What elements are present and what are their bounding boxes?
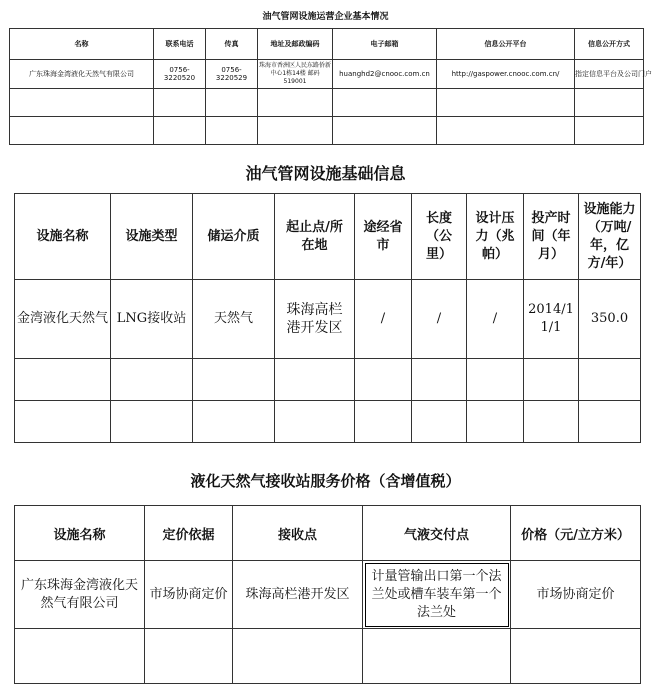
table-row xyxy=(15,359,641,401)
header-email: 电子邮箱 xyxy=(333,29,437,60)
cell-date: 2014/11/1 xyxy=(524,280,579,359)
empty-cell xyxy=(111,359,193,401)
empty-cell xyxy=(15,359,111,401)
cell-platform: http://gaspower.cnooc.com.cn/ xyxy=(437,60,575,89)
header-platform: 信息公开平台 xyxy=(437,29,575,60)
header-delivery-point: 气液交付点 xyxy=(363,506,511,561)
empty-cell xyxy=(333,117,437,145)
cell-fax: 0756-3220529 xyxy=(206,60,258,89)
cell-medium: 天然气 xyxy=(193,280,275,359)
header-facility-type: 设施类型 xyxy=(111,194,193,280)
cell-phone: 0756-3220520 xyxy=(154,60,206,89)
header-phone: 联系电话 xyxy=(154,29,206,60)
header-address: 地址及邮政编码 xyxy=(258,29,333,60)
empty-cell xyxy=(363,629,511,684)
header-length: 长度（公里） xyxy=(412,194,467,280)
empty-cell xyxy=(575,89,644,117)
header-facility-name: 设施名称 xyxy=(15,194,111,280)
section1-title: 油气管网设施运营企业基本情况 xyxy=(262,12,389,22)
cell-company-name: 广东珠海金湾液化天然气有限公司 xyxy=(10,60,154,89)
empty-cell xyxy=(579,359,641,401)
cell-pricing-basis: 市场协商定价 xyxy=(145,561,233,629)
facility-info-table xyxy=(14,193,641,443)
empty-cell xyxy=(154,117,206,145)
empty-cell xyxy=(275,401,355,443)
cell-location: 珠海高栏港开发区 xyxy=(275,280,355,359)
cell-capacity: 350.0 xyxy=(579,280,641,359)
empty-cell xyxy=(145,629,233,684)
empty-cell xyxy=(233,629,363,684)
empty-cell xyxy=(437,89,575,117)
empty-cell xyxy=(10,117,154,145)
table-row xyxy=(15,629,641,684)
empty-cell xyxy=(437,117,575,145)
section2-title: 油气管网设施基础信息 xyxy=(245,164,406,183)
header-name: 名称 xyxy=(10,29,154,60)
header-date: 投产时间（年月） xyxy=(524,194,579,280)
table-row xyxy=(10,60,644,89)
table-header-row xyxy=(15,506,641,561)
empty-cell xyxy=(579,401,641,443)
empty-cell xyxy=(193,359,275,401)
empty-cell xyxy=(275,359,355,401)
cell-address: 珠海市香洲区人民东路侨新中心1栋14楼 邮码 519001 xyxy=(258,60,333,89)
empty-cell xyxy=(524,359,579,401)
empty-cell xyxy=(412,359,467,401)
header-medium: 储运介质 xyxy=(193,194,275,280)
cell-pressure: / xyxy=(467,280,524,359)
empty-cell xyxy=(355,359,412,401)
empty-cell xyxy=(524,401,579,443)
empty-cell xyxy=(15,629,145,684)
cell-email: huanghd2@cnooc.com.cn xyxy=(333,60,437,89)
empty-cell xyxy=(15,401,111,443)
cell-facility-type: LNG接收站 xyxy=(111,280,193,359)
empty-cell xyxy=(355,401,412,443)
empty-cell xyxy=(412,401,467,443)
empty-cell xyxy=(467,359,524,401)
cell-price: 市场协商定价 xyxy=(511,561,641,629)
cell-method: 指定信息平台及公司门户 xyxy=(575,60,644,89)
company-info-table xyxy=(9,28,652,145)
table-header-row xyxy=(10,29,644,60)
cell-provinces: / xyxy=(355,280,412,359)
header-method: 信息公开方式 xyxy=(575,29,644,60)
empty-cell xyxy=(575,117,644,145)
table-row xyxy=(10,117,644,145)
empty-cell xyxy=(10,89,154,117)
table-row xyxy=(10,89,644,117)
header-receipt-point: 接收点 xyxy=(233,506,363,561)
table-row xyxy=(15,401,641,443)
empty-cell xyxy=(206,117,258,145)
service-price-table xyxy=(14,505,641,684)
header-facility-name: 设施名称 xyxy=(15,506,145,561)
section3-title: 液化天然气接收站服务价格（含增值税） xyxy=(190,472,461,490)
header-provinces: 途经省市 xyxy=(355,194,412,280)
empty-cell xyxy=(333,89,437,117)
header-fax: 传真 xyxy=(206,29,258,60)
table-row xyxy=(15,561,641,629)
cell-delivery-point: 计量管输出口第一个法兰处或槽车装车第一个法兰处 xyxy=(363,561,511,629)
header-location: 起止点/所在地 xyxy=(275,194,355,280)
cell-facility-name: 金湾液化天然气 xyxy=(15,280,111,359)
header-pressure: 设计压力（兆帕） xyxy=(467,194,524,280)
empty-cell xyxy=(511,629,641,684)
empty-cell xyxy=(258,117,333,145)
cell-length: / xyxy=(412,280,467,359)
header-capacity: 设施能力（万吨/年，亿方/年） xyxy=(579,194,641,280)
empty-cell xyxy=(154,89,206,117)
empty-cell xyxy=(193,401,275,443)
empty-cell xyxy=(467,401,524,443)
cell-facility-name: 广东珠海金湾液化天然气有限公司 xyxy=(15,561,145,629)
header-pricing-basis: 定价依据 xyxy=(145,506,233,561)
table-row xyxy=(15,280,641,359)
header-price: 价格（元/立方米） xyxy=(511,506,641,561)
empty-cell xyxy=(258,89,333,117)
empty-cell xyxy=(206,89,258,117)
empty-cell xyxy=(111,401,193,443)
cell-receipt-point: 珠海高栏港开发区 xyxy=(233,561,363,629)
table-header-row xyxy=(15,194,641,280)
